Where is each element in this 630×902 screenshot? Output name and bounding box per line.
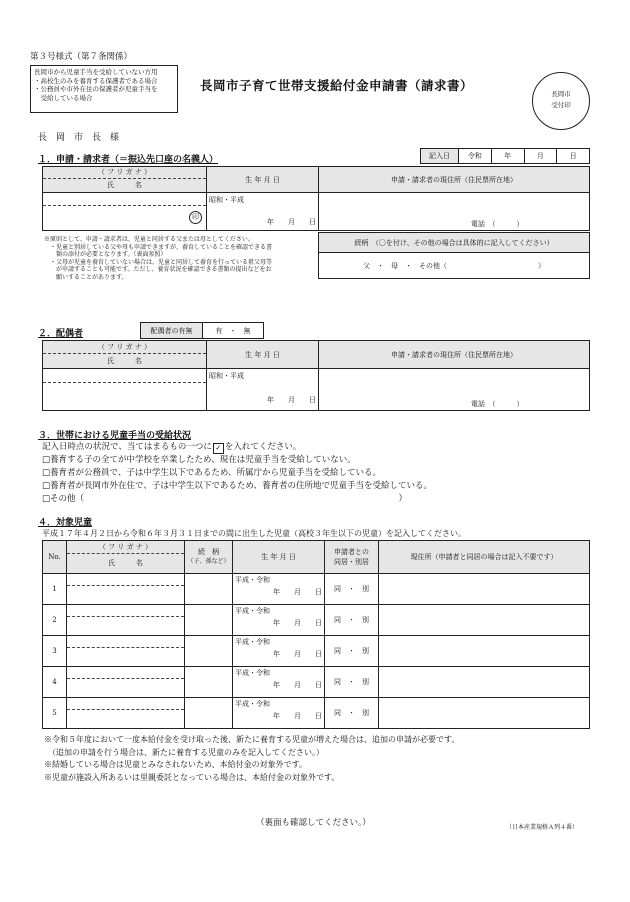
table-row <box>43 636 590 667</box>
birth-era: 平成・令和 <box>235 576 270 584</box>
addressee: 長 岡 市 長 様 <box>38 133 120 143</box>
row-number: 3 <box>43 636 67 667</box>
phone-label: 電話 （ ） <box>471 400 524 408</box>
child-name-field[interactable] <box>67 698 185 729</box>
birth-era: 平成・令和 <box>235 669 270 677</box>
cohab-line: 同居・別居 <box>334 558 369 566</box>
relation-header <box>185 541 233 574</box>
row-number: 5 <box>43 698 67 729</box>
child-birth-field[interactable] <box>233 605 325 636</box>
birth-ymd: 年 月 日 <box>273 650 322 658</box>
phone-label: 電話 （ ） <box>471 220 524 228</box>
birth-era: 平成・令和 <box>235 700 270 708</box>
notice-line: 長岡市から児童手当を受給していない方用 <box>34 68 158 76</box>
child-name-field[interactable] <box>67 636 185 667</box>
child-birth-field[interactable] <box>233 574 325 605</box>
reception-stamp <box>532 72 590 130</box>
birth-ymd: 年 月 日 <box>273 619 322 627</box>
applicant-notes <box>44 236 320 281</box>
cohab-line: 申請者との <box>334 548 369 556</box>
entry-date-era: 令和 <box>459 149 492 164</box>
child-address-field[interactable] <box>379 605 590 636</box>
rel-line: 続 柄 <box>198 548 219 556</box>
child-birth-field[interactable] <box>233 667 325 698</box>
spouse-label: 配偶者の有無 <box>141 323 203 339</box>
child-name-field[interactable] <box>67 667 185 698</box>
section-3-intro <box>42 440 301 454</box>
cohab-options[interactable]: 同 ・ 別 <box>325 698 379 729</box>
birth-field[interactable] <box>207 193 319 231</box>
child-birth-field[interactable] <box>233 698 325 729</box>
section-4-heading: ４．対象児童 <box>38 518 93 528</box>
furigana-label: （ フ リ ガ ナ ） <box>67 541 184 554</box>
name-label: 氏 名 <box>107 181 142 189</box>
birth-ymd: 年 月 日 <box>267 218 316 226</box>
spouse-name-header <box>43 341 207 369</box>
child-birth-field[interactable] <box>233 636 325 667</box>
table-row <box>43 698 590 729</box>
birth-ymd: 年 月 日 <box>273 588 322 596</box>
relation-options[interactable]: 父 ・ 母 ・ その他（ ） <box>319 253 590 279</box>
applicant-table <box>42 166 590 231</box>
birth-ymd: 年 月 日 <box>273 681 322 689</box>
relation-table <box>318 232 590 279</box>
entry-date-label: 記入日 <box>421 149 459 164</box>
child-relation-field[interactable] <box>185 574 233 605</box>
table-row <box>43 574 590 605</box>
status-option-2[interactable]: □養育者が公務員で、子は中学生以下であるため、所属庁から児童手当を受給している。 <box>42 468 382 478</box>
relation-header: 続柄 （〇を付け、その他の場合は具体的に記入してください） <box>319 233 590 253</box>
furigana-field[interactable] <box>43 369 206 383</box>
footnote-line: ※児童が施設入所あるいは里親委託となっている場合は、本給付金の対象外です。 <box>44 772 340 782</box>
status-option-1[interactable]: □養育する子の全てが中学校を卒業したため、現在は児童手当を受給していない。 <box>42 455 356 465</box>
page-title: 長岡市子育て世帯支援給付金申請書（請求書） <box>200 78 474 93</box>
child-name-field[interactable] <box>67 574 185 605</box>
status-option-other[interactable]: □その他（ ） <box>42 494 408 504</box>
entry-date-year[interactable]: 年 <box>491 149 524 164</box>
cohab-options[interactable]: 同 ・ 別 <box>325 667 379 698</box>
footer-standard: （日本産業規格Ａ列４番） <box>506 824 579 831</box>
table-row <box>43 605 590 636</box>
note-line: ・父母が児童を養育していない場合は、児童と同居して養育を行っている祖父母等 <box>44 258 273 266</box>
footnote-line: （追加の申請を行う場合は、新たに養育する児童のみを記入してください。） <box>44 747 324 757</box>
entry-date-table <box>420 148 590 164</box>
birth-era: 平成・令和 <box>235 638 270 646</box>
notice-line: ・公務員や市外在住の保護者が児童手当を <box>34 85 158 93</box>
furigana-field[interactable] <box>43 193 206 206</box>
child-relation-field[interactable] <box>185 636 233 667</box>
child-birth-header: 生 年 月 日 <box>233 541 325 574</box>
name-field[interactable] <box>43 206 206 230</box>
name-label: 氏 名 <box>108 559 143 567</box>
footnote-line: ※結婚している場合は児童とみなされないため、本給付金の対象外です。 <box>44 760 308 769</box>
child-address-field[interactable] <box>379 698 590 729</box>
birth-ymd: 年 月 日 <box>267 396 316 404</box>
row-number: 1 <box>43 574 67 605</box>
children-table <box>42 540 590 729</box>
note-line: ※原則として、申請・請求者は、児童と同居する父または母としてください。 <box>44 236 254 243</box>
note-line: ・児童と別居している父や母も申請できますが、養育していることを確認できる書 <box>44 243 273 251</box>
notice-line: 受給している場合 <box>34 93 93 102</box>
address-header: 申請・請求者の現住所（住民票所在地） <box>319 167 590 193</box>
note-line: が申請することも可能です。ただし、養育状況を確認できる書類の提出などをお <box>44 266 272 273</box>
section-2-heading: ２．配偶者 <box>38 329 84 339</box>
cohab-options[interactable]: 同 ・ 別 <box>325 636 379 667</box>
entry-date-day[interactable]: 日 <box>557 149 590 164</box>
form-number: 第３号様式（第７条関係） <box>30 52 133 62</box>
child-name-header <box>67 541 185 574</box>
notice-box <box>30 65 178 113</box>
furigana-label: （ フ リ ガ ナ ） <box>43 341 206 354</box>
spouse-info-table <box>42 340 590 411</box>
child-address-field[interactable] <box>379 574 590 605</box>
spouse-birth-field[interactable] <box>207 369 319 411</box>
note-line: 願いすることがあります。 <box>44 273 128 281</box>
stamp-line: 受付印 <box>551 101 571 109</box>
spouse-options[interactable]: 有 ・ 無 <box>203 323 264 339</box>
stamp-line: 長岡市 <box>551 90 571 98</box>
section-1-heading: １．申請・請求者（＝振込先口座の名義人） <box>38 155 219 165</box>
cohab-options[interactable]: 同 ・ 別 <box>325 574 379 605</box>
table-row <box>43 667 590 698</box>
applicant-name-header <box>43 167 207 193</box>
section-3-heading: ３．世帯における児童手当の受給状況 <box>38 431 192 441</box>
footnote-line: ※令和５年度において一度本給付金を受け取った後、新たに養育する児童が増えた場合は、追加の申請が必要です。 <box>44 735 460 744</box>
birth-era: 昭和・平成 <box>209 372 244 380</box>
seal-mark-icon: 印 <box>189 211 202 224</box>
spouse-table <box>140 322 264 339</box>
intro-text: 記入日時点の状況で、当てはまるもの一つに <box>42 442 212 452</box>
no-header: No. <box>43 541 67 574</box>
footer-note: （裏面も確認してください。） <box>256 818 371 828</box>
cohab-header <box>325 541 379 574</box>
spouse-address-field[interactable] <box>319 369 590 411</box>
birth-era: 昭和・平成 <box>209 196 244 204</box>
intro-text-2: を入れてください。 <box>224 442 302 452</box>
entry-date-month[interactable]: 月 <box>524 149 557 164</box>
spouse-name-field[interactable] <box>43 369 207 411</box>
child-relation-field[interactable] <box>185 667 233 698</box>
row-number: 4 <box>43 667 67 698</box>
child-address-field[interactable] <box>379 667 590 698</box>
birth-era: 平成・令和 <box>235 607 270 615</box>
footnotes <box>44 734 459 784</box>
child-address-field[interactable] <box>379 636 590 667</box>
name-field[interactable] <box>43 383 206 410</box>
rel-line: （子、孫など） <box>187 558 230 565</box>
birth-header: 生 年 月 日 <box>207 167 319 193</box>
name-label: 氏 名 <box>107 357 142 365</box>
status-option-3[interactable]: □養育者が長岡市外在住で、子は中学生以下であるため、養育者の住所地で児童手当を受給している。 <box>42 481 433 491</box>
child-name-field[interactable] <box>67 605 185 636</box>
note-line: 類の添付が必要となります。（裏面参照） <box>44 251 167 258</box>
checkmark-icon: ✓ <box>213 443 224 454</box>
row-number: 2 <box>43 605 67 636</box>
spouse-address-header: 申請・請求者の現住所（住民票所在地） <box>319 341 590 369</box>
address-field[interactable] <box>319 193 590 231</box>
cohab-options[interactable]: 同 ・ 別 <box>325 605 379 636</box>
child-relation-field[interactable] <box>185 605 233 636</box>
child-relation-field[interactable] <box>185 698 233 729</box>
section-4-desc: 平成１７年４月２日から令和６年３月３１日までの間に出生した児童（高校３年生以下の児童）を記入してください。 <box>42 529 466 538</box>
birth-ymd: 年 月 日 <box>273 712 322 720</box>
child-address-header: 現住所（申請者と同居の場合は記入不要です） <box>379 541 590 574</box>
furigana-label: （ フ リ ガ ナ ） <box>43 167 206 179</box>
spouse-birth-header: 生 年 月 日 <box>207 341 319 369</box>
notice-line: ・高校生のみを養育する保護者である場合 <box>34 76 158 85</box>
applicant-name-field[interactable] <box>43 193 207 231</box>
